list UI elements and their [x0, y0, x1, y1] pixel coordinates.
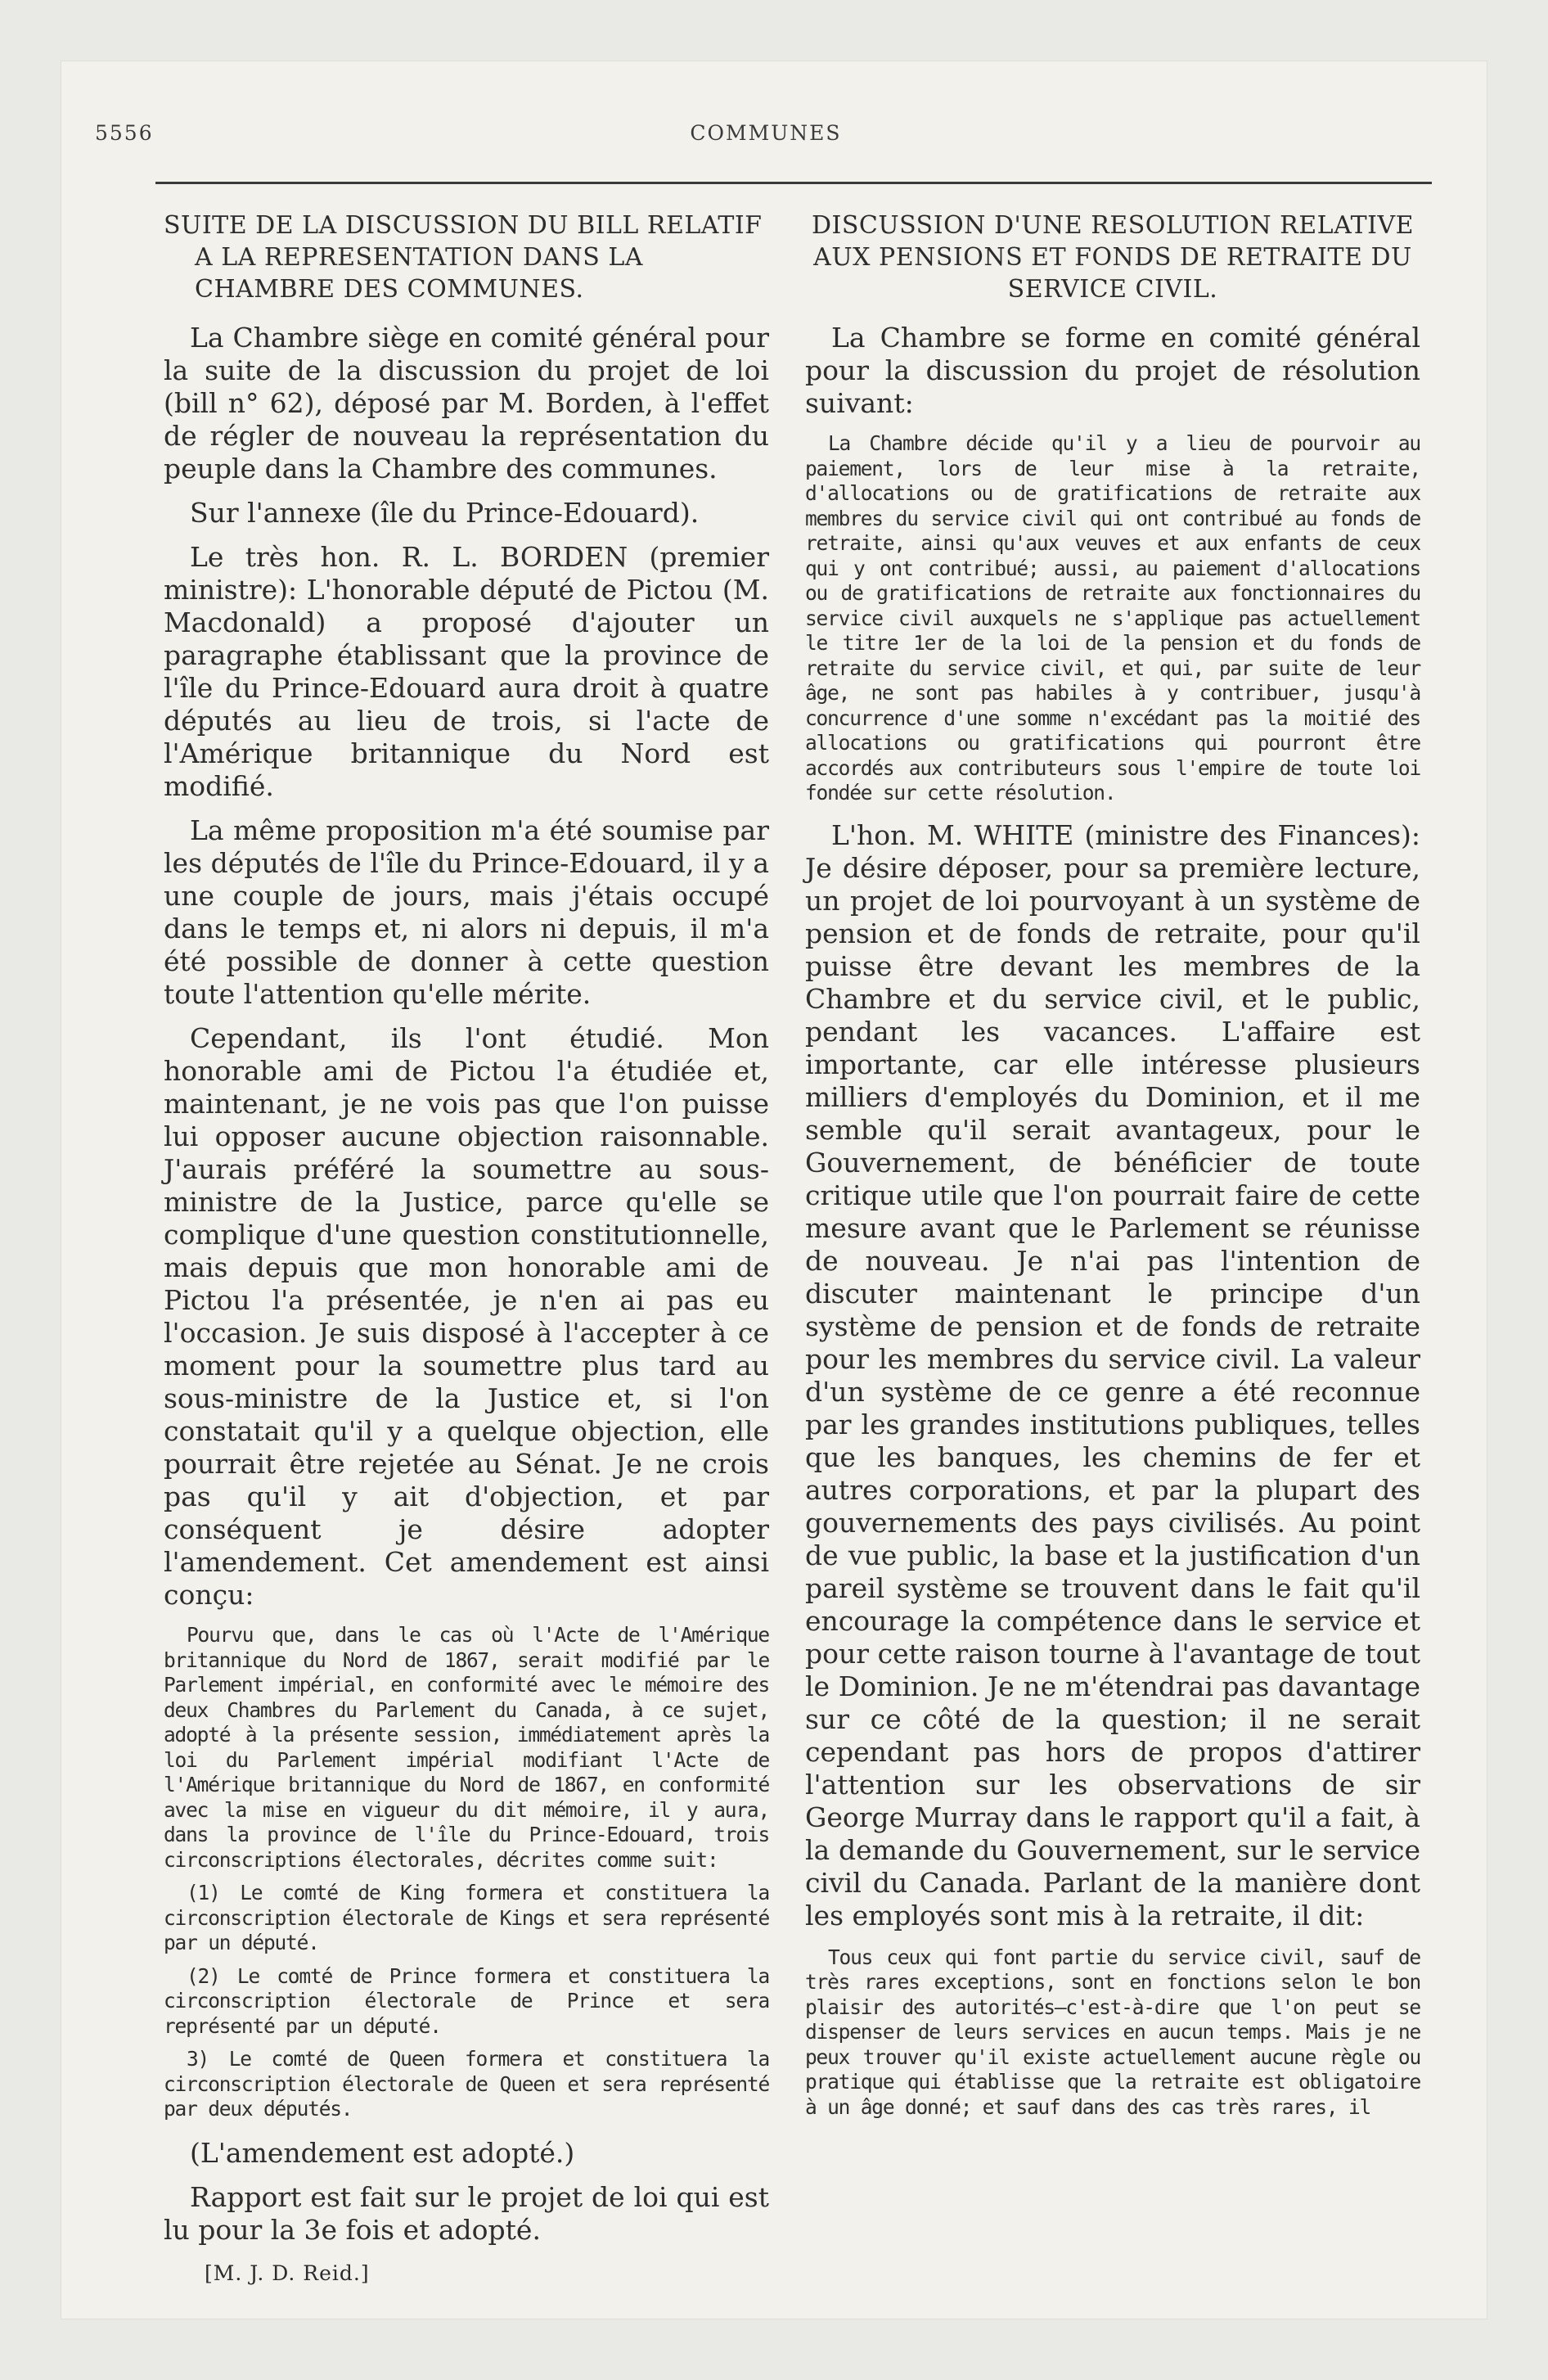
paragraph: Le très hon. R. L. BORDEN (premier ministre): L'honorable député de Pictou (M. Macdonald) a proposé d'ajouter un paragraphe établissant que la province de l'île du Prince-Edouard aura droit à quatre députés au lieu de trois, si l'acte de l'Amérique britannique du Nord est modifié.	[164, 541, 769, 802]
right-column	[805, 210, 1420, 2128]
paragraph: Cependant, ils l'ont étudié. Mon honorable ami de Pictou l'a étudiée et, maintenant, je ne vois pas que l'on puisse lui opposer aucune objection raisonnable. J'aurais préféré la soumettre au sous-ministre de la Justice, parce qu'elle se complique d'une question constitutionnelle, mais depuis que mon honorable ami de Pictou l'a présentée, je n'en ai pas eu l'occasion. Je suis disposé à l'accepter à ce moment pour la soumettre plus tard au sous-ministre de la Justice et, si l'on constatait qu'il y a quelque objection, elle pourrait être rejetée au Sénat. Je ne crois pas qu'il y ait d'objection, et par conséquent je désire adopter l'amendement. Cet amendement est ainsi conçu:	[164, 1022, 769, 1611]
paragraph: Sur l'annexe (île du Prince-Edouard).	[190, 497, 700, 529]
amendment-quote: Pourvu que, dans le cas où l'Acte de l'Amérique britannique du Nord de 1867, serait modifié par le Parlement impérial, en conformité avec le mémoire des deux Chambres du Parlement du Canada, à ce sujet, adopté à la présente session, immédiatement après la loi du Parlement impérial modifiant l'Acte de l'Amérique britannique du Nord de 1867, en conformité avec la mise en vigueur du dit mémoire, il y aura, dans la province de l'île du Prince-Edouard, trois circonscriptions électorales, décrites comme suit:	[164, 1623, 769, 1872]
paragraph: Rapport est fait sur le projet de loi qui est lu pour la 3e fois et adopté.	[164, 2180, 769, 2246]
left-column	[164, 210, 769, 2285]
paragraph: La Chambre se forme en comité général pour la discussion du projet de résolution suivant:	[805, 322, 1420, 419]
paragraph: L'hon. M. WHITE (ministre des Finances): Je désire déposer, pour sa première lecture, un projet de loi pourvoyant à un système de pension et de fonds de retraite, pour qu'il puisse être devant les membres de la Chambre et du service civil, et le public, pendant les vacances. L'affaire est importante, car elle intéresse plusieurs milliers d'employés du Dominion, et il me semble qu'il serait avantageux, pour le Gouvernement, de bénéficier de toute critique utile que l'on pourrait faire de cette mesure avant que le Parlement se réunisse de nouveau. Je n'ai pas l'intention de discuter maintenant le principe d'un système de pension et de fonds de retraite pour les membres du service civil. La valeur d'un système de ce genre a été reconnue par les grandes institutions publiques, telles que les banques, les chemins de fer et autres corporations, et par la plupart des gouvernements des pays civilisés. Au point de vue public, la base et la justification d'un pareil système se trouvent dans le fait qu'il encourage la compétence dans le service et pour cette raison tourne à l'avantage de tout le Dominion. Je ne m'étendrai pas davantage sur ce côté de la question; il ne serait cependant pas hors de propos d'attirer l'attention sur les observations de sir George Murray dans le rapport qu'il a fait, à la demande du Gouvernement, sur le service civil du Canada. Parlant de la manière dont les employés sont mis à la retraite, il dit:	[805, 818, 1420, 1931]
paragraph: (L'amendement est adopté.)	[190, 2136, 575, 2169]
section-title-bill: SUITE DE LA DISCUSSION DU BILL RELATIF A LA REPRESENTATION DANS LA CHAMBRE DES COMMUNES.	[164, 211, 763, 304]
page-number: 5556	[95, 121, 154, 145]
running-header	[95, 121, 1437, 154]
amendment-clause: (1) Le comté de King formera et constituera la circonscription électorale de Kings et sera représenté par un député.	[164, 1881, 769, 1954]
signature: [M. J. D. Reid.]	[205, 2261, 370, 2285]
section-title-resolution: DISCUSSION D'UNE RESOLUTION RELATIVE AUX PENSIONS ET FONDS DE RETRAITE DU SERVICE CIVIL.	[811, 211, 1415, 304]
header-rule	[155, 182, 1432, 184]
amendment-clause: (2) Le comté de Prince formera et constituera la circonscription électorale de Prince et sera représenté par un député.	[164, 1963, 769, 2038]
paragraph: La même proposition m'a été soumise par les députés de l'île du Prince-Edouard, il y a une couple de jours, mais j'étais occupé dans le temps et, ni alors ni depuis, il m'a été possible de donner à cette question toute l'attention qu'elle mérite.	[164, 814, 769, 1010]
amendment-clause: 3) Le comté de Queen formera et constituera la circonscription électorale de Queen et sera représenté par deux députés.	[164, 2047, 769, 2121]
murray-quote: Tous ceux qui font partie du service civil, sauf de très rares exceptions, sont en fonctions selon le bon plaisir des autorités—c'est-à-dire que l'on peut se dispenser de leurs services en aucun temps. Mais je ne peux trouver qu'il existe actuellement aucune règle ou pratique qui établisse que la retraite est obligatoire à un âge donné; et sauf dans des cas très rares, il	[805, 1945, 1420, 2119]
resolution-text: La Chambre décide qu'il y a lieu de pourvoir au paiement, lors de leur mise à la retraite, d'allocations ou de gratifications de retraite aux membres du service civil qui ont contribué au fonds de retraite, ainsi qu'aux veuves et aux enfants de ceux qui y ont contribué; aussi, au paiement d'allocations ou de gratifications de retraite aux fonctionnaires du service civil auxquels ne s'applique pas actuellement le titre 1er de la loi de la pension et du fonds de retraite du service civil, et qui, par suite de leur âge, ne sont pas habiles à y contribuer, jusqu'à concurrence d'une somme n'excédant pas la moitié des allocations ou gratifications qui pourront être accordés aux contributeurs sous l'empire de toute loi fondée sur cette résolution.	[805, 431, 1420, 805]
running-title: COMMUNES	[690, 121, 842, 145]
paragraph: La Chambre siège en comité général pour la suite de la discussion du projet de loi (bill n° 62), déposé par M. Borden, à l'effet de régler de nouveau la représentation du peuple dans la Chambre des communes.	[164, 322, 769, 485]
